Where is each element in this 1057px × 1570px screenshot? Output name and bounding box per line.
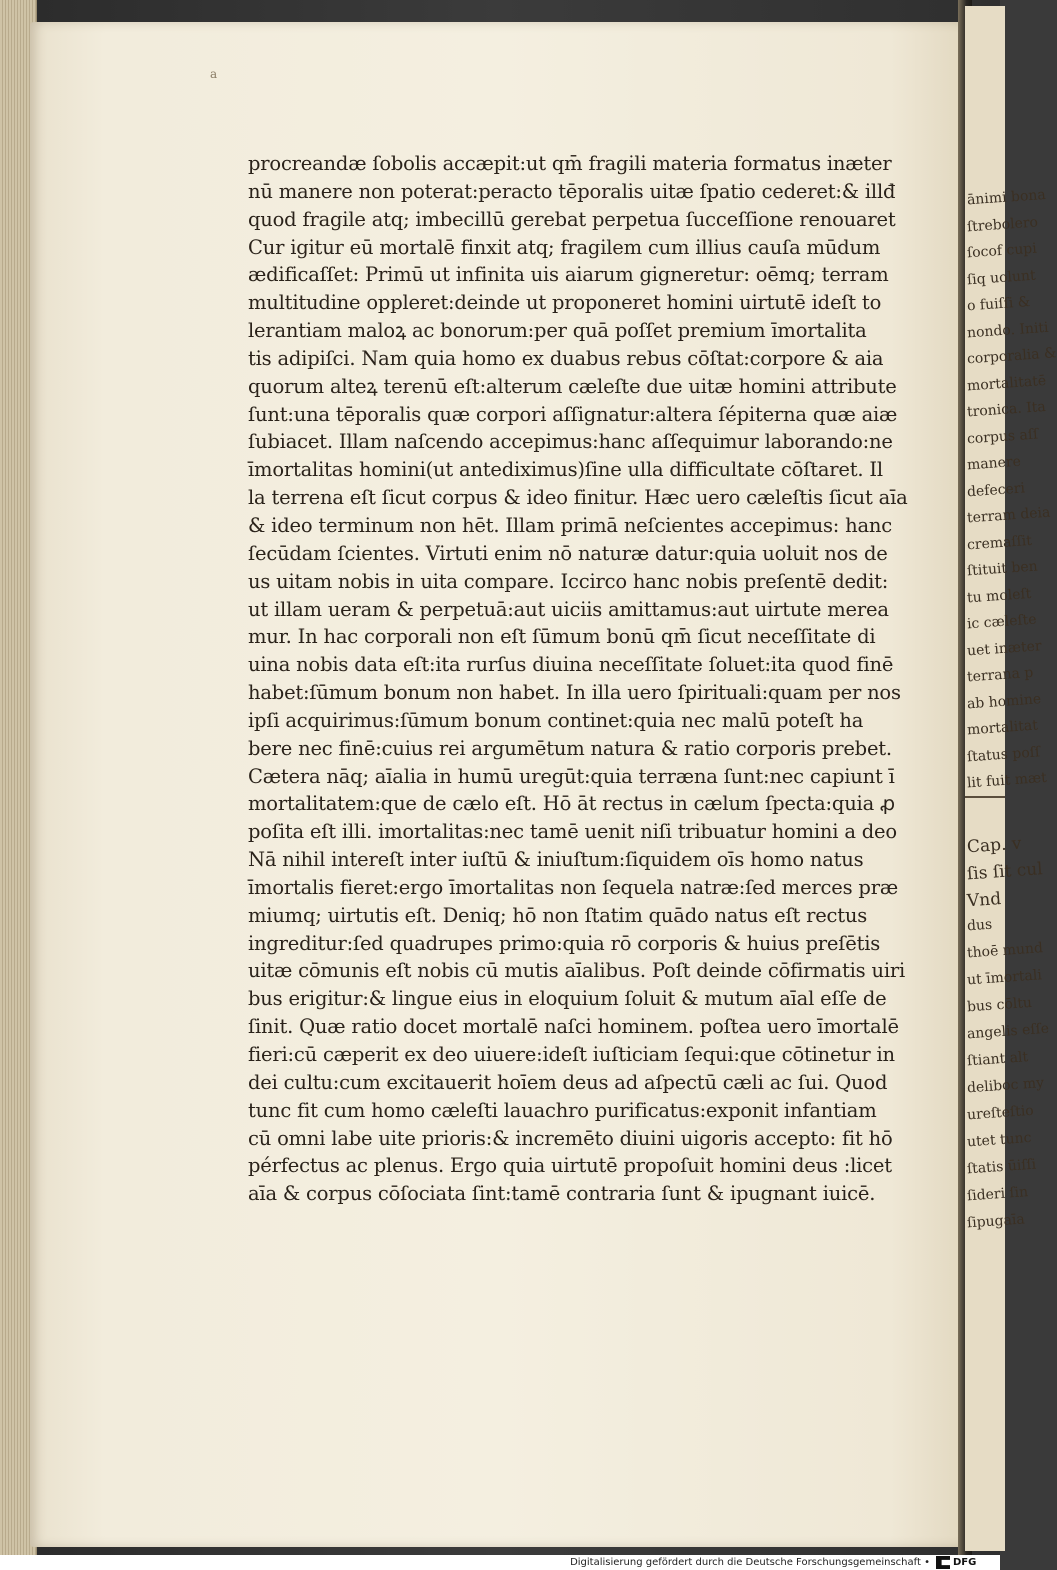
text-line: quorum alteꝝ terenū eſt:alterum cæleſte due uitæ homini attribute [248,374,897,398]
facing-page-line: manere [966,453,1022,474]
text-line: bus erigitur:& lingue eius in eloquium ſoluit & mutum aīal eſſe de [248,987,887,1011]
facing-page-line: uet inæter [966,637,1043,659]
facing-page-line: dus [966,916,993,935]
facing-page-line: nondo. Initi [966,319,1050,341]
facing-page [965,6,1057,1551]
facing-page-line: mortalitatē [966,372,1047,394]
facing-page-line: tronica. Ita [966,398,1047,421]
dfg-logo-text: DFG [953,1557,977,1568]
text-line: ipſi acquirimus:ſūmum bonum continet:quia nec malū poteſt ha [248,708,864,732]
text-line: īmortalis fieret:ergo īmortalitas non ſequela natræ:ſed merces præ [248,875,898,899]
text-line: us uitam nobis in uita compare. Iccirco hanc nobis preſentē dedit: [248,569,889,593]
facing-page-line: cremaſſit [966,532,1033,553]
facing-page-line: ſideri ſin [966,1184,1029,1205]
facing-page-line: defeceri [966,479,1026,500]
facing-page-line: ut īmortali [966,967,1043,989]
facing-page-line: angelis eſſe [966,1020,1050,1043]
text-line: ut illam ueram & perpetuā:aut uiciis amittamus:aut uirtute merea [248,597,889,621]
footer-credit [570,1555,930,1570]
text-line: procreandæ ſobolis accæpit:ut qm̄ fragili materia formatus inæter [248,152,892,175]
text-line: & ideo terminum non hēt. Illam primā neſcientes accepimus: hanc [248,513,892,537]
dfg-logo [936,1556,990,1569]
text-line: ingreditur:ſed quadrupes primo:quia rō corporis & huius preſētis [248,931,881,955]
facing-page-line: ſis ſit cul [966,859,1044,885]
facing-page-line: bus cōltu [966,994,1033,1016]
facing-page-line: Cap. v [966,833,1023,858]
facing-page-line: ſtatus poſſ [966,743,1041,765]
text-line: tis adipiſci. Nam quia homo ex duabus rebus cōſtat:corpore & aia [248,346,884,370]
facing-page-line: mortalitat [966,717,1039,739]
text-line: nū manere non poterat:peracto tēporalis uitæ ſpatio cederet:& illđ [248,179,896,203]
facing-page-line: ſocof cupi [966,240,1038,262]
facing-page-line: ſiq uolunt [966,267,1037,288]
text-line: Nā nihil intereſt inter iuſtū & iniuſtum:ſiquidem oīs homo natus [248,848,864,872]
text-line: mur. In hac corporali non eſt ſūmum bonū qm̄ ſicut neceſſitate di [248,625,876,649]
facing-page-line: ānimi bona [966,186,1047,209]
facing-page-line: terram deia [966,504,1051,527]
text-line: mortalitatem:que de cælo eſt. Hō āt rectus in cælum ſpecta:quia ꝓ [248,792,895,816]
text-line: fieri:cū cæperit ex deo uiuere:ideſt iuſticiam ſequi:que cōtinetur in [248,1043,895,1066]
text-line: cū omni labe uite prioris:& incremēto diuini uigoris accepto: fit hō [248,1126,893,1150]
dfg-logo-icon [936,1556,950,1569]
text-line: ſubiacet. Illam naſcendo accepimus:hanc aſſequimur laborando:ne [248,430,893,454]
facing-page-line: Vnd [966,889,1002,912]
text-line: habet:ſūmum bonum non habet. In illa uero ſpirituali:quam per nos [248,681,901,705]
text-line: uina nobis data eſt:ita rurſus diuina neceſſitate ſoluet:ita quod finē [248,653,894,677]
text-block [248,150,908,1208]
text-line: miumq; uirtutis eſt. Deniq; hō non ſtatim quādo natus eſt rectus [248,903,868,927]
text-line: ſunt:una tēporalis quæ corpori aſſignatur:altera ſépiterna quæ aiæ [248,402,898,426]
page-mark: a [210,67,218,81]
facing-page-line: utet tunc [966,1129,1032,1151]
text-line: dei cultu:cum excitauerit hoīem deus ad aſpectū cæli ac ſui. Quod [248,1070,888,1094]
text-line: ſecūdam ſcientes. Virtuti enim nō naturæ datur:quia uoluit nos de [248,541,888,565]
footer-credit-text: Digitalisierung gefördert durch die Deutsche Forschungsgemeinschaft [570,1557,921,1568]
facing-page-line: terrana p [966,664,1034,686]
facing-page-line: ſtatis ūiſſi [966,1156,1037,1178]
text-line: ſinit. Quæ ratio docet mortalē naſci hominem. poſtea uero īmortalē [248,1015,899,1039]
facing-page-line: deliboc my [966,1075,1045,1097]
facing-page-line: tu moleſt [966,585,1032,606]
facing-page-line: ſipugaīa [966,1211,1026,1232]
text-line: lerantiam maloꝝ ac bonorum:per quā poſſet premium īmortalita [248,319,867,343]
text-line: quod fragile atq; imbecillū gerebat perpetua ſucceſſione renouaret [248,207,896,231]
text-line: multitudine oppleret:deinde ut proponeret homini uirtutē ideſt to [248,291,882,315]
facing-page-line: ab homine [966,690,1042,712]
facing-page-line: ic cæleſte [966,611,1038,633]
facing-page-line: ſtituit ben [966,558,1039,580]
text-line: aīa & corpus cōſociata ſint:tamē contraria ſunt & ipugnant iuicē. [248,1182,876,1206]
text-line: bere nec finē:cuius rei argumētum natura & ratio corporis prebet. [248,736,892,760]
text-line: ædificaſſet: Primū ut infinita uis aiarum gigneretur: oēmq; terram [248,263,889,287]
footer-separator: • [924,1557,930,1568]
text-line: pérfectus ac plenus. Ergo quia uirtutē propoſuit homini deus :licet [248,1154,892,1178]
text-line: Cætera nāq; aīalia in humū uregūt:quia terræna ſunt:nec capiunt ī [248,764,895,788]
facing-page-line: ſtrebolero [966,213,1039,235]
facing-page-rule [965,796,1005,798]
text-line: uitæ cōmunis eſt nobis cū mutis aīalibus. Poſt deinde cōfirmatis uiri [248,959,906,983]
facing-page-line: corpus aſſ [966,425,1039,447]
text-line: poſita eſt illi. imortalitas:nec tamē uenit niſi tribuatur homini a deo [248,820,897,844]
text-line: la terrena eſt ſicut corpus & ideo finitur. Hæc uero cæleſtis ſicut aīa [248,486,908,510]
facing-page-line: o fuiſſi & [966,293,1031,315]
text-line: tunc fit cum homo cæleſti lauachro purificatus:exponit infantiam [248,1098,877,1122]
facing-page-line: corporalia & [966,345,1057,368]
facing-page-line: lit fuit mæt [966,769,1048,792]
facing-page-line: thoē mund [966,940,1044,962]
text-line: Cur igitur eū mortalē finxit atq; fragilem cum illius cauſa mūdum [248,235,881,259]
facing-page-line: ſtiant alt [966,1049,1029,1070]
text-line: īmortalitas homini(ut antediximus)ſine ulla difficultate cōſtaret. Il [248,458,883,482]
facing-page-line: ureſteſtio [966,1102,1035,1124]
